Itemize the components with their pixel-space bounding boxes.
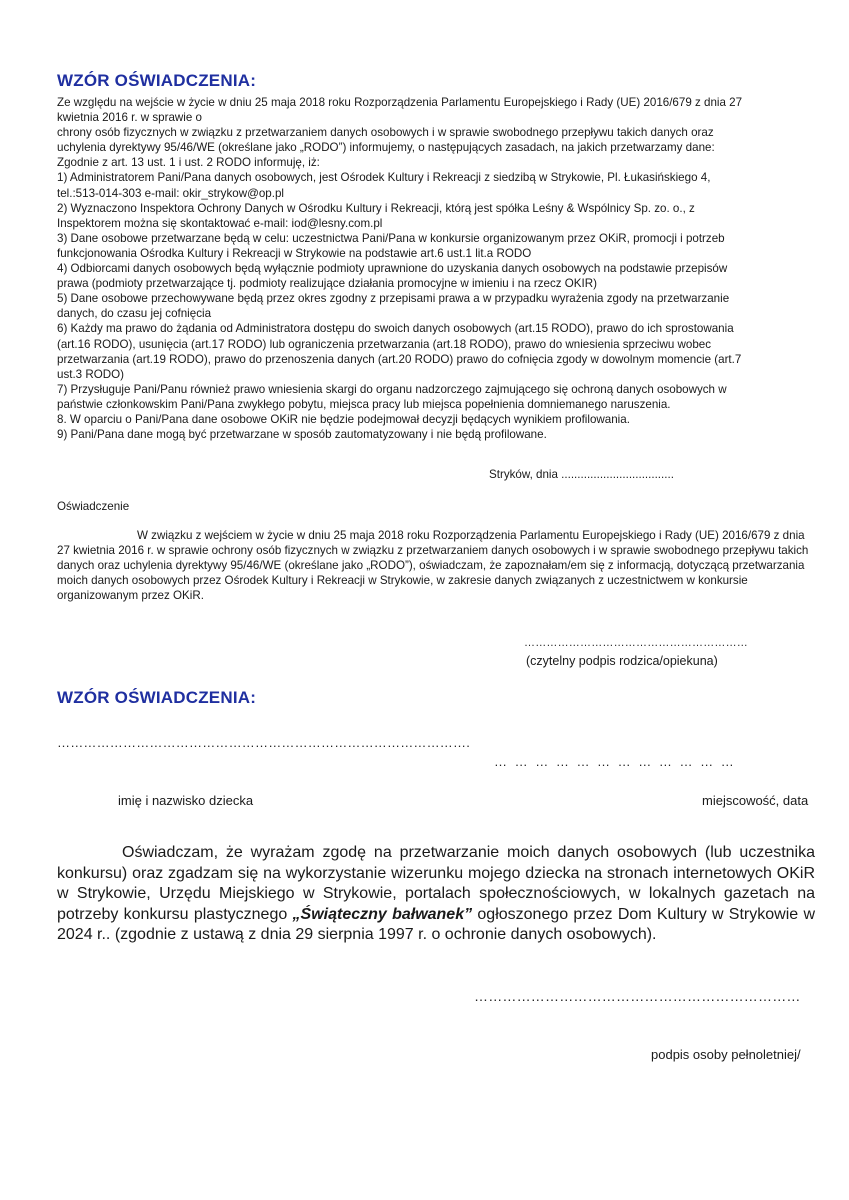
info-line: Inspektorem można się skontaktować e-mail: iod@lesny.com.pl <box>57 216 383 230</box>
info-line: danych, do czasu jej cofnięcia <box>57 307 212 321</box>
child-name-line: …………………………………………………………………………………. <box>57 735 471 750</box>
info-line: 2) Wyznaczono Inspektora Ochrony Danych w Ośrodku Kultury i Rekreacji, którą jest spółka Leśny & Wspólnicy Sp. zo. o., z <box>57 201 695 215</box>
info-line: ust.3 RODO) <box>57 367 124 381</box>
info-line: 6) Każdy ma prawo do żądania od Administratora dostępu do swoich danych osobowych (art.15 RODO), prawo do ich sprostowania <box>57 322 734 336</box>
child-name-caption: imię i nazwisko dziecka <box>118 793 254 808</box>
info-line: 5) Dane osobowe przechowywane będą przez okres zgodny z przepisami prawa a w przypadku wyrażenia zgody na przetwarzanie <box>57 292 730 306</box>
info-line: tel.:513-014-303 e-mail: okir_strykow@op.pl <box>57 186 285 200</box>
info-line: 4) Odbiorcami danych osobowych będą wyłącznie podmioty uprawnione do uzyskania danych osobowych na podstawie przepisów <box>57 262 728 276</box>
info-line: (art.16 RODO), usunięcia (art.17 RODO) lub ograniczenia przetwarzania (art.18 RODO), prawo do wniesienia sprzeciwu wobec <box>57 337 712 351</box>
consent-statement <box>57 843 815 946</box>
adult-signature-caption: podpis osoby pełnoletniej/ <box>651 1047 801 1062</box>
info-line: uchylenia dyrektywy 95/46/WE (określane jako „RODO”) informujemy, o następujących zasadach, na jakich przetwarzamy dane: <box>57 141 715 155</box>
place-date-caption: miejscowość, data <box>702 793 809 808</box>
info-line: 8. W oparciu o Pani/Pana dane osobowe OKiR nie będzie podejmował decyzji będących wynikiem profilowania. <box>57 412 630 426</box>
parent-signature-caption: (czytelny podpis rodzica/opiekuna) <box>526 654 718 668</box>
info-line: 7) Przysługuje Pani/Panu również prawo wniesienia skargi do organu nadzorczego zajmującego się ochroną danych osobowych w <box>57 382 727 396</box>
info-line: chrony osób fizycznych w związku z przetwarzaniem danych osobowych i w sprawie swobodnego przepływu takich danych oraz <box>57 126 714 140</box>
rodo-information-clause <box>57 95 812 442</box>
info-line: przetwarzania (art.19 RODO), prawo do przenoszenia danych (art.20 RODO) prawo do cofnięcia zgody w dowolnym momencie (art.7 <box>57 352 742 366</box>
info-line: funkcjonowania Ośrodka Kultury i Rekreacji w Strykowie na podstawie art.6 ust.1 lit.a RODO <box>57 246 532 260</box>
info-line: państwie członkowskim Pani/Pana zwykłego pobytu, miejsca pracy lub miejsca popełnienia domniemanego naruszenia. <box>57 397 671 411</box>
info-line: Ze względu na wejście w życie w dniu 25 maja 2018 roku Rozporządzenia Parlamentu Europejskiego i Rady (UE) 2016/679 z dnia 27 <box>57 96 743 109</box>
info-line: kwietnia 2016 r. w sprawie o <box>57 111 202 125</box>
consent-text-part1: Oświadczam, że wyrażam zgodę na przetwarzanie moich danych osobowych (lub uczestnika konkursu) oraz zgadzam się na wykorzystanie wizerunku mojego dziecka na stronach internetowych OKiR w Strykowie, Urzędu Miejskiego w Strykowie, portalach społecznościowych, w lokalnych gazetach na potrzeby konkursu plastycznego <box>57 844 815 923</box>
heading-consent-form: WZÓR OŚWIADCZENIA: <box>57 688 257 707</box>
parent-signature-line: …………………………………………………… <box>524 637 748 649</box>
info-line: 3) Dane osobowe przetwarzane będą w celu: uczestnictwa Pani/Pana w konkursie organizowanym przez OKiR, promocji i potrzeb <box>57 231 725 245</box>
info-line: prawa (podmioty przetwarzające tj. podmioty realizujące działania promocyjne w imieniu i na rzecz OKIR) <box>57 277 597 291</box>
heading-rodo-info: WZÓR OŚWIADCZENIA: <box>57 71 257 90</box>
info-line: 9) Pani/Pana dane mogą być przetwarzane w sposób zautomatyzowany i nie będą profilowane. <box>57 428 547 442</box>
adult-signature-line: …………………………………………………………… <box>474 988 801 1004</box>
info-line: 1) Administratorem Pani/Pana danych osobowych, jest Ośrodek Kultury i Rekreacji z siedzibą w Strykowie, Pl. Łukasińskiego 4, <box>57 171 711 185</box>
declaration-text: W związku z wejściem w życie w dniu 25 maja 2018 roku Rozporządzenia Parlamentu Europejskiego i Rady (UE) 2016/679 z dnia 27 kwietnia 2016 r. w sprawie ochrony osób fizycznych w związku z przetwarzaniem danych osobowych i w sprawie swobodnego przepływu takich danych oraz uchylenia dyrektywy 95/46/WE (określane jako „RODO”), oświadczam, że zapoznałam/em się z informacją, dotyczącą przetwarzania moich danych osobowych przez Ośrodek Kultury i Rekreacji w Strykowie, w zakresie danych związanych z uczestnictwem w konkursie organizowanym przez OKiR. <box>57 529 809 603</box>
consent-text-part2: ogłoszonego przez Dom Kultury w Strykowie w 2024 r.. (zgodnie z ustawą z dnia 29 sierpnia 1997 r. o ochronie danych osobowych). <box>57 905 815 943</box>
declaration-label: Oświadczenie <box>57 500 130 513</box>
place-date-field-line: … … … … … … … … … … … … <box>494 754 736 769</box>
info-line: Zgodnie z art. 13 ust. 1 i ust. 2 RODO informuję, iż: <box>57 156 320 170</box>
contest-name: „Świąteczny bałwanek” <box>292 905 473 923</box>
place-date-line: Stryków, dnia ................................... <box>489 468 674 481</box>
